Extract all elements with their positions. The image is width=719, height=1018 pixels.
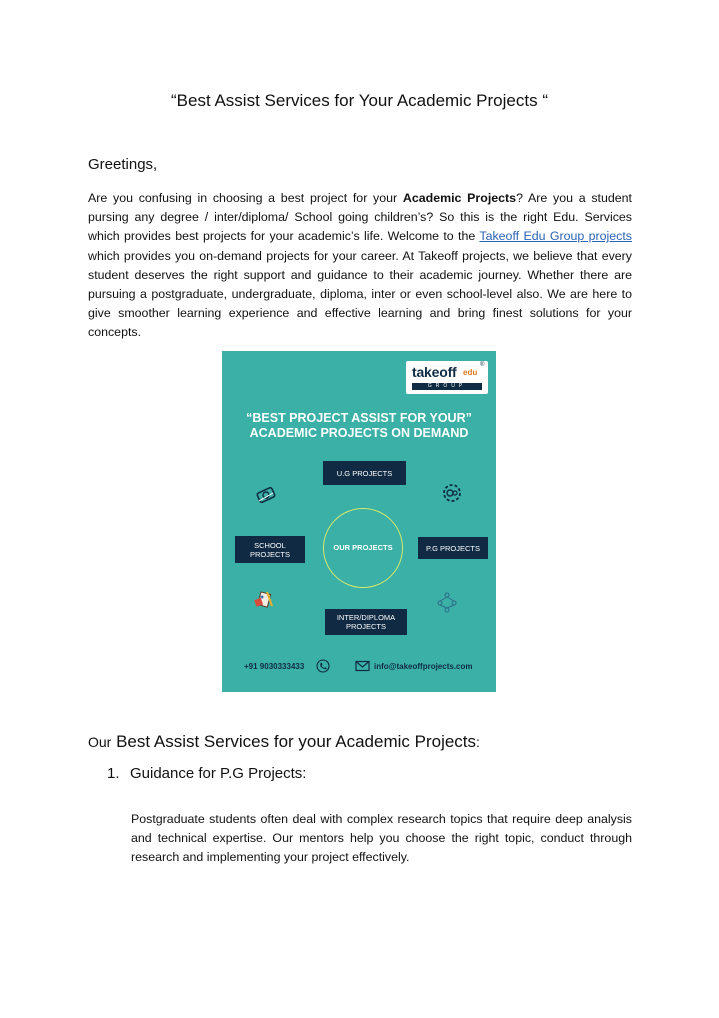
poster-phone: +91 9030333433 — [244, 662, 305, 671]
section-heading-suffix: : — [476, 734, 480, 750]
poster-headline-line2: ACADEMIC PROJECTS ON DEMAND — [249, 426, 469, 440]
takeoff-projects-link[interactable]: Takeoff Edu Group projects — [479, 229, 632, 244]
list-item-title: Guidance for P.G Projects: — [130, 765, 307, 782]
intro-bold-academic-projects: Academic Projects — [402, 191, 517, 205]
section-heading-main: Best Assist Services for your Academic Projects — [111, 732, 477, 751]
list-item-heading — [107, 765, 306, 782]
inter-diploma-box — [325, 609, 407, 635]
flowchart-icon — [436, 591, 458, 613]
intro-text-3: which provides you on-demand projects for your career. At Takeoff projects, we believe that every student deserves the right support and guidance to their academic journey. Whether there are pursuing a postgraduate, undergraduate, diploma, inter or even school-level also. We are here to give smoother learning experience and effective learning and bring finest solutions for your concepts. — [88, 248, 632, 340]
phone-icon — [316, 659, 330, 673]
inter-diploma-label-1: INTER/DIPLOMA — [336, 613, 396, 622]
promo-poster — [222, 351, 496, 692]
takeoff-logo — [406, 361, 488, 394]
intro-text-2: ? Are you a student pursing any degree / inter/diploma/ School going children’s? So this is the right Edu. Services which provides best projects for your academic’s life. Welcome to the — [88, 191, 632, 244]
logo-group-bar: GROUP — [412, 383, 482, 390]
list-item-number: 1. — [107, 765, 120, 782]
our-projects-label: OUR PROJECTS — [333, 543, 393, 552]
pg-projects-box — [418, 537, 488, 559]
poster-headline-line1: “BEST PROJECT ASSIST FOR YOUR” — [246, 411, 472, 425]
gears-icon — [441, 482, 463, 504]
logo-edu: edu — [463, 368, 478, 377]
our-projects-circle — [323, 508, 403, 588]
ug-projects-label: U.G PROJECTS — [336, 468, 393, 478]
ug-projects-box — [323, 461, 406, 485]
section-heading — [88, 732, 480, 752]
logo-wordmark: takeoff — [412, 364, 457, 380]
inter-diploma-label-2: PROJECTS — [345, 622, 386, 631]
pg-projects-paragraph: Postgraduate students often deal with complex research topics that require deep analysis and technical expertise. Our mentors help you choose the right topic, conduct through research and implementing your project effectively. — [131, 812, 632, 865]
greeting: Greetings, — [88, 156, 158, 173]
mail-icon — [355, 659, 371, 673]
logo-registered: ® — [480, 362, 485, 368]
pg-projects-label: P.G PROJECTS — [425, 543, 481, 553]
art-supplies-icon — [253, 589, 275, 611]
books-icon — [255, 484, 277, 506]
poster-headline — [222, 411, 496, 441]
intro-text-1: Are you confusing in choosing a best project for your — [88, 191, 403, 205]
school-projects-label-1: SCHOOL — [254, 540, 286, 550]
school-projects-label-2: PROJECTS — [249, 549, 290, 559]
school-projects-box — [235, 536, 305, 563]
intro-paragraph — [88, 189, 632, 343]
poster-email: info@takeoffprojects.com — [374, 662, 473, 671]
document-title: “Best Assist Services for Your Academic Projects “ — [171, 91, 548, 110]
section-heading-prefix: Our — [88, 734, 112, 750]
